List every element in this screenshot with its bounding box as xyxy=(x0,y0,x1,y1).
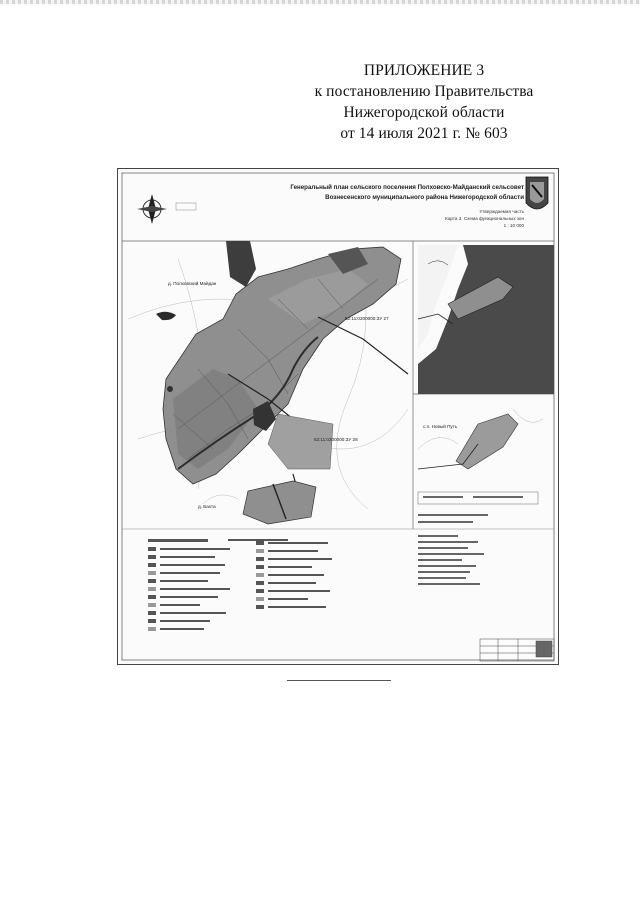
map-subtitle: Утверждаемая часть Карта 3. Схема функциональных зон 1 : 10 000 xyxy=(445,209,524,228)
map-sheet xyxy=(117,168,559,665)
general-plan-map xyxy=(118,169,558,664)
inset-map-1 xyxy=(418,245,554,394)
bottom-rule xyxy=(287,680,391,681)
legend-block-2 xyxy=(256,541,332,609)
appendix-date: от 14 июля 2021 г. № 603 xyxy=(340,125,508,142)
label-south-village: д. Бахта xyxy=(198,504,216,509)
label-main-village: д. Полховский Майдан xyxy=(168,281,217,286)
stamp-title-block xyxy=(480,639,554,661)
compass-legend-box xyxy=(176,203,196,210)
appendix-title: ПРИЛОЖЕНИЕ 3 xyxy=(363,62,485,79)
coat-of-arms-icon xyxy=(526,177,548,209)
appendix-header xyxy=(304,60,544,144)
label-cadastral-1: 52:11:0200000:ЗУ 27 xyxy=(345,316,389,321)
label-inset-village: с.п. Новый Путь xyxy=(423,424,458,429)
appendix-line-3: Нижегородской области xyxy=(343,104,505,121)
map-title: Генеральный план сельского поселения Полховско-Майданский сельсовет Вознесенского муниципального района Нижегородской области xyxy=(290,184,524,201)
lake-shape xyxy=(156,312,176,320)
forest-block xyxy=(226,241,256,287)
label-cadastral-2: 52:11:0200000:ЗУ 28 xyxy=(314,437,358,442)
legend-block xyxy=(148,539,288,631)
compass-icon xyxy=(137,194,167,224)
legend-block-3 xyxy=(418,492,538,585)
inset-map-2 xyxy=(418,409,543,469)
scan-edge-noise xyxy=(0,0,640,4)
appendix-line-2: к постановлению Правительства xyxy=(314,83,534,100)
